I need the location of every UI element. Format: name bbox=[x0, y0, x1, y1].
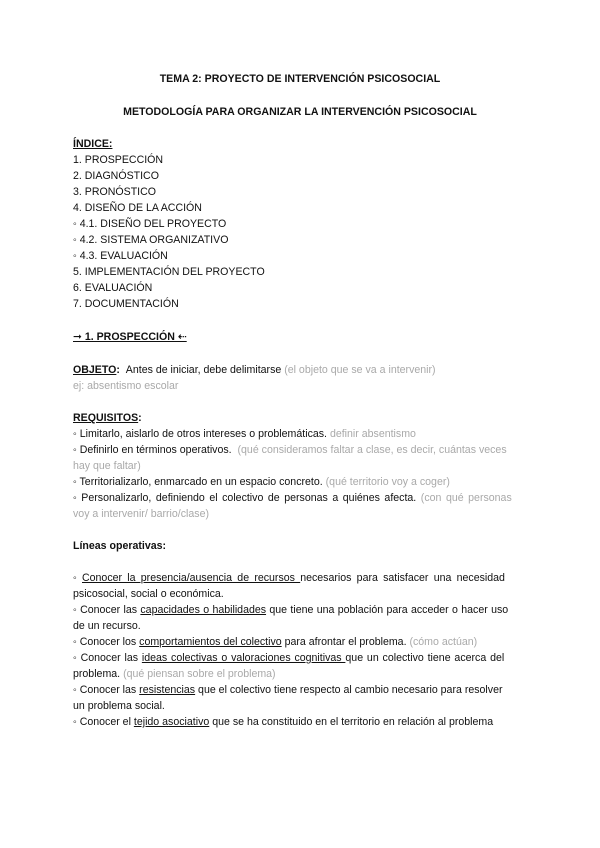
section-title: ➞ 1. PROSPECCIÓN ⇠ bbox=[73, 331, 187, 343]
list-item-continuation: un problema social. bbox=[73, 700, 165, 712]
list-item: ◦ Conocer la presencia/ausencia de recursos necesarios para satisfacer una necesidad bbox=[73, 572, 505, 584]
index-item: 4. DISEÑO DE LA ACCIÓN bbox=[73, 202, 202, 214]
section-heading bbox=[73, 329, 528, 345]
objeto-example: ej: absentismo escolar bbox=[73, 380, 179, 392]
index-item: 2. DIAGNÓSTICO bbox=[73, 170, 159, 182]
list-item: ◦ Conocer las capacidades o habilidades que tiene una población para acceder o hacer uso bbox=[73, 604, 509, 616]
requisitos-label: REQUISITOS bbox=[73, 412, 139, 424]
list-item-continuation: problema. (qué piensan sobre el problema) bbox=[73, 668, 276, 680]
list-item-continuation: hay que faltar) bbox=[73, 460, 141, 472]
list-item-continuation: voy a intervenir/ barrio/clase) bbox=[73, 508, 210, 520]
lineas-section bbox=[73, 538, 528, 554]
index-item: 5. IMPLEMENTACIÓN DEL PROYECTO bbox=[73, 266, 265, 278]
objeto-note: (el objeto que se va a intervenir) bbox=[284, 364, 436, 376]
objeto-colon: : bbox=[116, 364, 120, 376]
list-item-continuation: psicosocial, social o económica. bbox=[73, 588, 224, 600]
list-item-continuation: de un recurso. bbox=[73, 620, 141, 632]
index-item: ◦ 4.1. DISEÑO DEL PROYECTO bbox=[73, 218, 227, 230]
list-item: ◦ Conocer las resistencias que el colectivo tiene respecto al cambio necesario para resolver bbox=[73, 684, 503, 696]
index-section bbox=[73, 136, 528, 312]
list-item: ◦ Personalizarlo, definiendo el colectivo de personas a quiénes afecta. (con qué personas bbox=[73, 492, 512, 504]
list-item: ◦ Conocer los comportamientos del colectivo para afrontar el problema. (cómo actúan) bbox=[73, 636, 478, 648]
requisitos-section bbox=[73, 410, 528, 522]
index-item: ◦ 4.2. SISTEMA ORGANIZATIVO bbox=[73, 234, 229, 246]
index-item: 7. DOCUMENTACIÓN bbox=[73, 298, 179, 310]
objeto-text: Antes de iniciar, debe delimitarse bbox=[125, 364, 282, 376]
document-title: TEMA 2: PROYECTO DE INTERVENCIÓN PSICOSOCIAL bbox=[159, 73, 441, 85]
objeto-section bbox=[73, 362, 528, 394]
list-item: ◦ Conocer las ideas colectivas o valoraciones cognitivas que un colectivo tiene acerca del bbox=[73, 652, 505, 664]
list-item: ◦ Definirlo en términos operativos. (qué consideramos faltar a clase, es decir, cuántas veces bbox=[73, 444, 507, 456]
lineas-label: Líneas operativas: bbox=[73, 540, 167, 552]
list-item: ◦ Conocer el tejido asociativo que se ha constituido en el territorio en relación al problema bbox=[73, 716, 494, 728]
list-item: ◦ Territorializarlo, enmarcado en un espacio concreto. (qué territorio voy a coger) bbox=[73, 476, 450, 488]
index-heading: ÍNDICE: bbox=[73, 138, 113, 150]
objeto-label: OBJETO bbox=[73, 364, 117, 376]
index-item: 6. EVALUACIÓN bbox=[73, 282, 153, 294]
index-item: 1. PROSPECCIÓN bbox=[73, 154, 164, 166]
index-item: 3. PRONÓSTICO bbox=[73, 186, 156, 198]
list-item: ◦ Limitarlo, aislarlo de otros intereses o problemáticas. definir absentismo bbox=[73, 428, 416, 440]
lineas-list bbox=[73, 570, 528, 730]
document-subtitle: METODOLOGÍA PARA ORGANIZAR LA INTERVENCIÓN PSICOSOCIAL bbox=[123, 106, 477, 118]
index-item: ◦ 4.3. EVALUACIÓN bbox=[73, 250, 168, 262]
requisitos-colon: : bbox=[138, 412, 142, 424]
